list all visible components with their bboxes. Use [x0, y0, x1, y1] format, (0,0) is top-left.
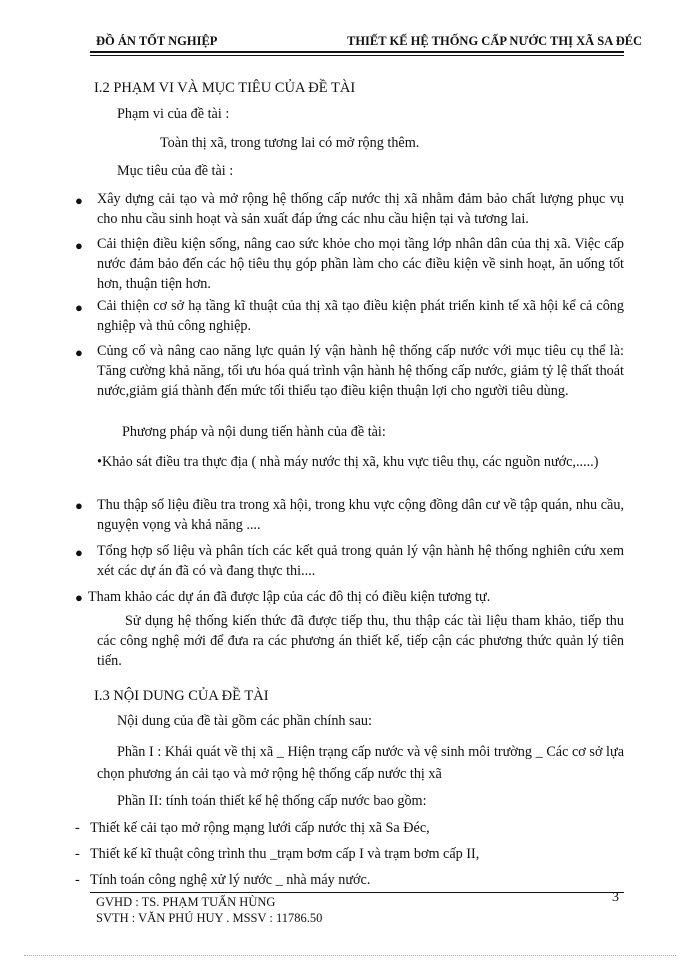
method-first: •Khảo sát điều tra thực địa ( nhà máy nước thị xã, khu vực tiêu thụ, các nguồn nước,.....) [97, 454, 599, 470]
method-item: Thu thập số liệu điều tra trong xã hội, trong khu vực cộng đồng dân cư về tập quán, nhu cầu, nguyện vọng và khả năng .... [97, 497, 624, 533]
goal-label: Mục tiêu của đề tài : [117, 163, 234, 179]
goal-item: Cải thiện cơ sở hạ tầng kĩ thuật của thị xã tạo điều kiện phát triển kinh tế xã hội kể cả công nghiệp và thủ công nghiệp. [97, 298, 624, 334]
goal-item: Cải thiện điều kiện sống, nâng cao sức khỏe cho mọi tầng lớp nhân dân của thị xã. Việc cấp nước đảm bảo đến các hộ tiêu thụ góp phần làm cho các điều kiện về sinh hoạt, ăn uống tốt hơn, thuận tiện hơn. [97, 236, 624, 292]
footer-student: SVTH : VĂN PHÚ HUY . MSSV : 11786.50 [96, 911, 323, 925]
scope-label: Phạm vi của đề tài : [117, 106, 230, 122]
footer-rule [90, 892, 624, 893]
dash-marker: - [75, 846, 80, 862]
bullet-icon: ● [75, 545, 83, 560]
bullet-icon: ● [75, 345, 83, 360]
part-two: Phần II: tính toán thiết kế hệ thống cấp nước bao gồm: [117, 793, 427, 809]
content-item: Thiết kế cải tạo mở rộng mạng lưới cấp nước thị xã Sa Đéc, [90, 820, 430, 836]
section-title-scope: I.2 PHẠM VI VÀ MỤC TIÊU CỦA ĐỀ TÀI [94, 80, 356, 96]
header-rule [90, 51, 624, 53]
part-one: Phần I : Khái quát về thị xã _ Hiện trạng cấp nước và vệ sinh môi trường _ Các cơ sở lựa chọn phương án cải tạo và mở rộng hệ thống cấp nước thị xã [97, 744, 624, 782]
bullet-icon: ● [75, 590, 83, 605]
bullet-icon: ● [75, 498, 83, 513]
footer-supervisor: GVHD : TS. PHẠM TUẤN HÙNG [96, 895, 276, 909]
method-label: Phương pháp và nội dung tiến hành của đề tài: [122, 424, 386, 440]
page-bottom-divider [24, 955, 676, 956]
bullet-icon: ● [75, 238, 83, 253]
dash-marker: - [75, 872, 80, 888]
scope-text: Toàn thị xã, trong tương lai có mở rộng thêm. [160, 135, 420, 151]
section-title-content: I.3 NỘI DUNG CỦA ĐỀ TÀI [94, 688, 269, 704]
bullet-icon: ● [75, 300, 83, 315]
method-item: Tổng hợp số liệu và phân tích các kết quả trong quản lý vận hành hệ thống nghiên cứu xem xét các dự án đã có và đang thực thi.... [97, 543, 624, 579]
header-left: ĐỒ ÁN TỐT NGHIỆP [96, 34, 218, 48]
goal-item: Xây dựng cải tạo và mở rộng hệ thống cấp nước thị xã nhằm đảm bảo chất lượng phục vụ cho nhu cầu sinh hoạt và sản xuất đáp ứng các nhu cầu hiện tại và tương lai. [97, 191, 624, 227]
closing-paragraph: Sử dụng hệ thống kiến thức đã được tiếp thu, thu thập các tài liệu tham khảo, tiếp thu các công nghệ mới để đưa ra các phương án thiết kế, tiếp cận các phương thức quản lý tiên tiến. [97, 613, 624, 669]
content-item: Tính toán công nghệ xử lý nước _ nhà máy nước. [90, 872, 371, 888]
header-right: THIẾT KẾ HỆ THỐNG CẤP NƯỚC THỊ XÃ SA ĐÉC [347, 34, 643, 48]
header-rule-thin [90, 55, 624, 56]
bullet-icon: ● [75, 193, 83, 208]
method-item: Tham khảo các dự án đã được lập của các đô thị có điều kiện tương tự. [88, 589, 491, 605]
dash-marker: - [75, 820, 80, 836]
content-item: Thiết kế kĩ thuật công trình thu _trạm bơm cấp I và trạm bơm cấp II, [90, 846, 480, 862]
content-intro: Nội dung của đề tài gồm các phần chính sau: [117, 713, 372, 729]
goal-item: Củng cố và nâng cao năng lực quản lý vận hành hệ thống cấp nước với mục tiêu cụ thể là: Tăng cường khả năng, tối ưu hóa quá trình vận hành hệ thống cấp nước, giảm tỷ lệ thất thoát nước,giảm giá thành đến mức tối thiểu tạo điều kiện thuận lợi cho người tiêu dùng. [97, 343, 624, 399]
page-number: 3 [612, 890, 619, 905]
